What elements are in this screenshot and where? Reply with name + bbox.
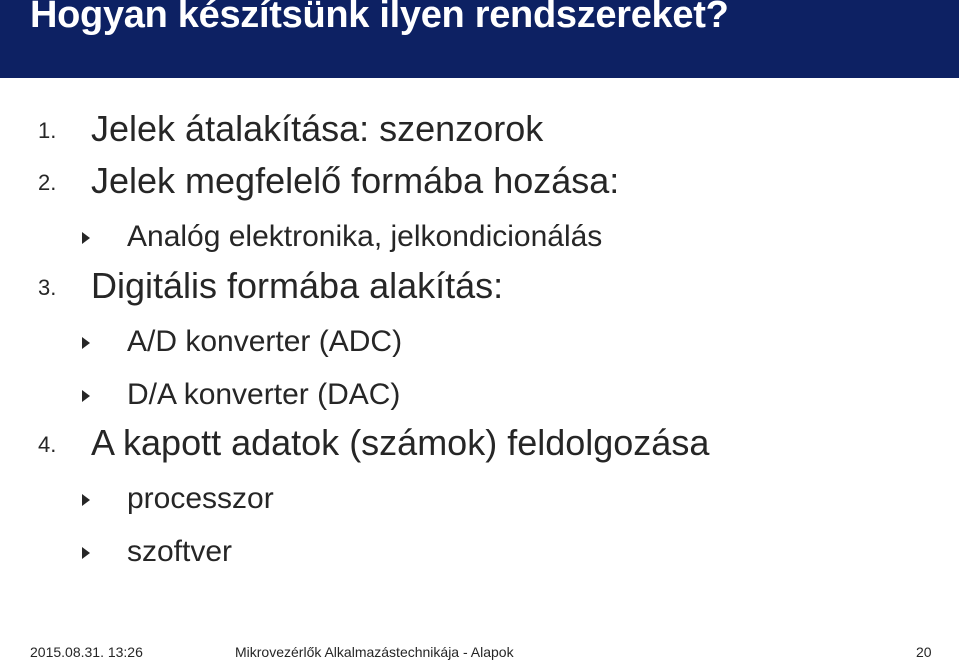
list-text: A kapott adatok (számok) feldolgozása [91, 422, 710, 463]
sub-item-text: A/D konverter (ADC) [127, 325, 403, 358]
triangle-right-icon [82, 390, 90, 402]
sub-item-text: D/A konverter (DAC) [127, 378, 401, 411]
triangle-right-icon [82, 232, 90, 244]
list-number: 2. [38, 170, 57, 195]
footer-page-number: 20 [916, 644, 932, 660]
sub-item-text: processzor [127, 482, 274, 515]
triangle-right-icon [82, 337, 90, 349]
sub-item-text: Analóg elektronika, jelkondicionálás [127, 220, 603, 253]
triangle-right-icon [82, 494, 90, 506]
slide-title: Hogyan készítsünk ilyen rendszereket? [30, 0, 729, 36]
list-number: 4. [38, 432, 57, 457]
list-text: Digitális formába alakítás: [91, 265, 504, 306]
title-bar [0, 0, 959, 78]
list-number: 1. [38, 118, 57, 143]
footer-date: 2015.08.31. 13:26 [30, 644, 143, 660]
list-number: 3. [38, 275, 57, 300]
footer-course: Mikrovezérlők Alkalmazástechnikája - Alapok [235, 644, 514, 660]
sub-item-text: szoftver [127, 535, 233, 568]
list-text: Jelek átalakítása: szenzorok [91, 108, 544, 149]
triangle-right-icon [82, 547, 90, 559]
list-text: Jelek megfelelő formába hozása: [91, 160, 620, 201]
